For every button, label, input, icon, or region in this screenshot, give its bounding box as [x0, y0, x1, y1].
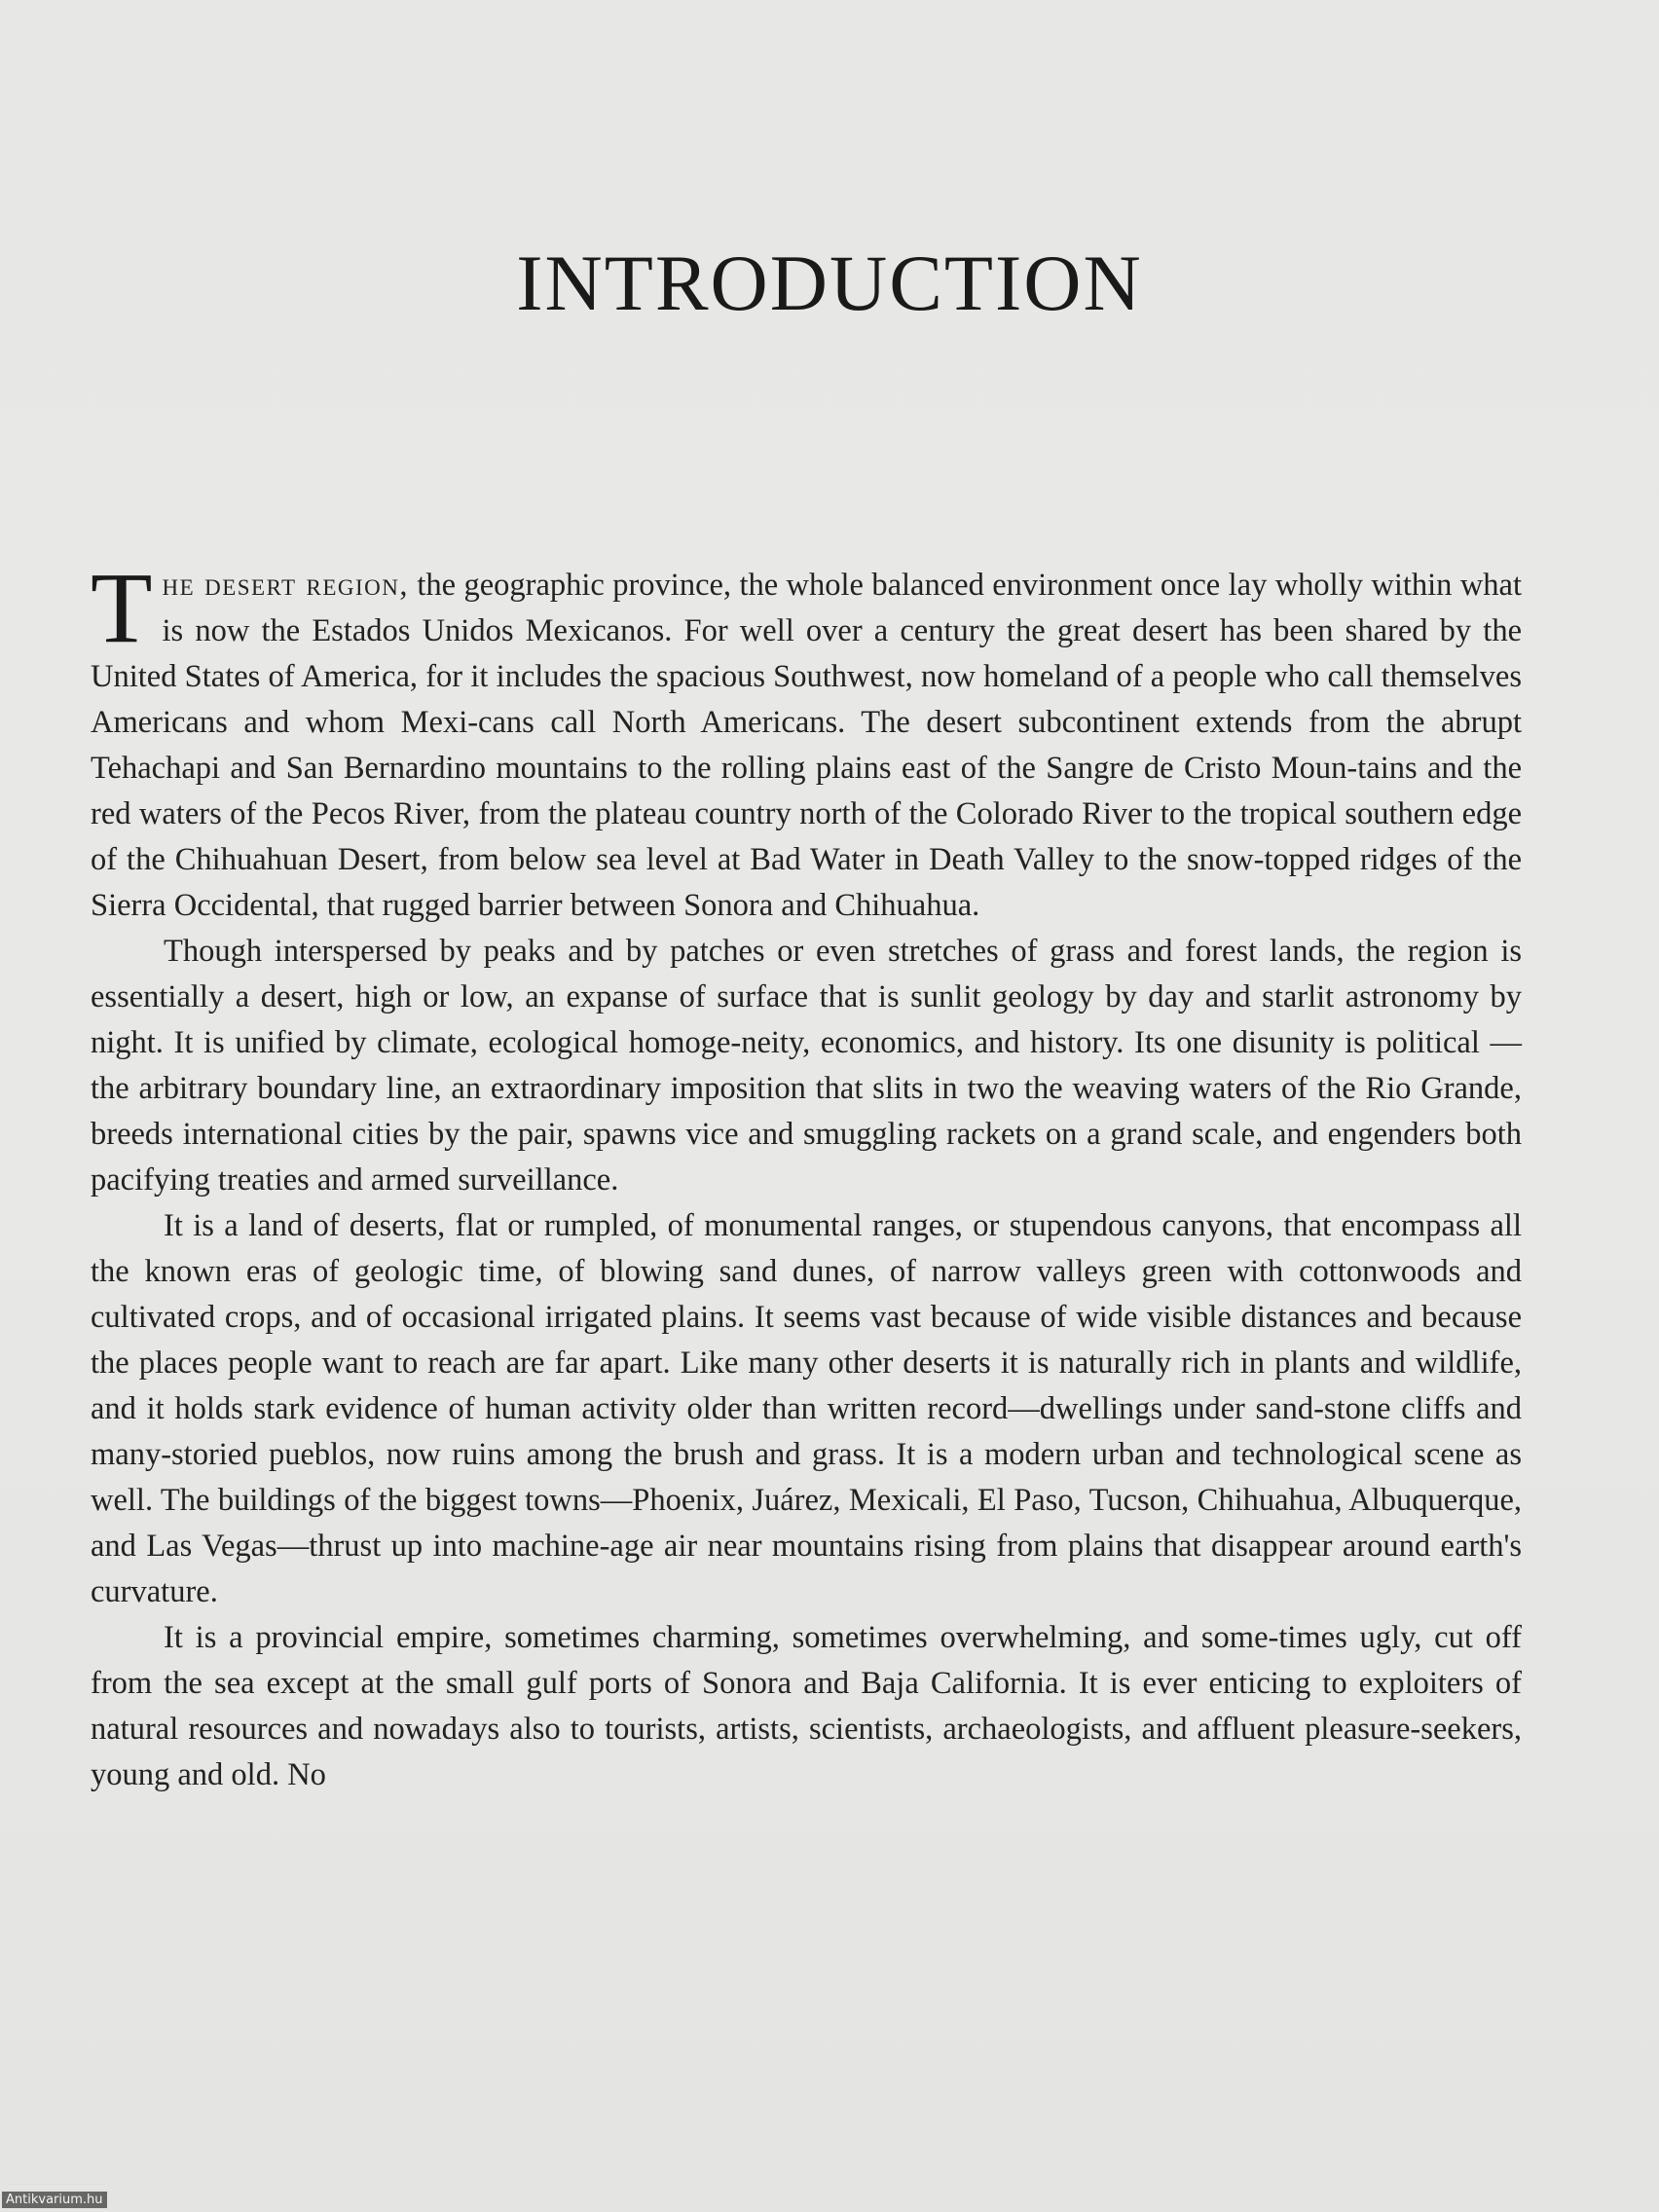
body-text [91, 552, 1522, 1798]
paragraph-1-text: the geographic province, the whole balanced environment once lay wholly within what is now the Estados Unidos Mexicanos. For well over a century the great desert has been shared by the United States of America, for it includes the spacious Southwest, now homeland of a people who call themselves Americans and whom Mexi-cans call North Americans. The desert subcontinent extends from the abrupt Tehachapi and San Bernardino mountains to the rolling plains east of the Sangre de Cristo Moun-tains and the red waters of the Pecos River, from the plateau country north of the Colorado River to the tropical southern edge of the Chihuahuan Desert, from below sea level at Bad Water in Death Valley to the snow-topped ridges of the Sierra Occidental, that rugged barrier between Sonora and Chihuahua. [91, 568, 1522, 923]
watermark-label: Antikvarium.hu [2, 2192, 107, 2208]
paragraph-3: It is a land of deserts, flat or rumpled, of monumental ranges, or stupendous canyons, that encompass all the known eras of geologic time, of blowing sand dunes, of narrow valleys green with cottonwoods and cultivated crops, and of occasional irrigated plains. It seems vast because of wide visible distances and because the places people want to reach are far apart. Like many other deserts it is naturally rich in plants and wildlife, and it holds stark evidence of human activity older than written record—dwellings under sand-stone cliffs and many-storied pueblos, now ruins among the brush and grass. It is a modern urban and technological scene as well. The buildings of the biggest towns—Phoenix, Juárez, Mexicali, El Paso, Tucson, Chihuahua, Albuquerque, and Las Vegas—thrust up into machine-age air near mountains rising from plains that disappear around earth's curvature. [91, 1208, 1522, 1609]
drop-cap: T [91, 552, 153, 664]
page-title: INTRODUCTION [516, 239, 1143, 327]
paragraph-1 [91, 552, 1522, 929]
paragraph-2: Though interspersed by peaks and by patches or even stretches of grass and forest lands, the region is essentially a desert, high or low, an expanse of surface that is sunlit geology by day and starlit astronomy by night. It is unified by climate, ecological homoge-neity, economics, and history. Its one disunity is political — the arbitrary boundary line, an extraordinary imposition that slits in two the weaving waters of the Rio Grande, breeds international cities by the pair, spawns vice and smuggling rackets on a grand scale, and engenders both pacifying treaties and armed surveillance. [91, 934, 1522, 1198]
opening-small-caps: he desert region, [162, 568, 409, 603]
paragraph-4: It is a provincial empire, sometimes charming, sometimes overwhelming, and some-times ugly, cut off from the sea except at the small gulf ports of Sonora and Baja California. It is ever enticing to exploiters of natural resources and nowadays also to tourists, artists, scientists, archaeologists, and affluent pleasure-seekers, young and old. No [91, 1620, 1522, 1792]
